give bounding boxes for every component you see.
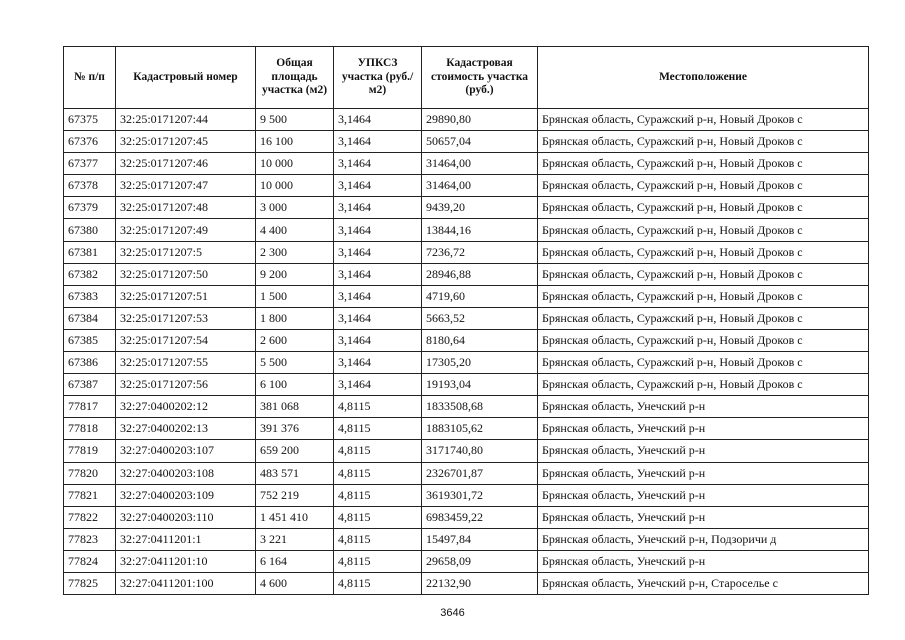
- cell-cadastral-number: 32:27:0411201:100: [116, 572, 256, 594]
- cell-index: 67375: [64, 109, 116, 131]
- cell-cadastral-number: 32:25:0171207:47: [116, 175, 256, 197]
- cell-upksz: 3,1464: [334, 352, 422, 374]
- header-index: № п/п: [64, 47, 116, 109]
- table-row: [64, 131, 869, 153]
- cell-location: Брянская область, Унечский р-н: [538, 440, 869, 462]
- cell-cadastral-value: 7236,72: [422, 241, 538, 263]
- table-row: [64, 352, 869, 374]
- header-cadastral-number: Кадастровый номер: [116, 47, 256, 109]
- cell-upksz: 4,8115: [334, 484, 422, 506]
- cell-cadastral-value: 8180,64: [422, 329, 538, 351]
- cell-cadastral-number: 32:25:0171207:5: [116, 241, 256, 263]
- cell-cadastral-value: 1833508,68: [422, 396, 538, 418]
- cell-upksz: 4,8115: [334, 572, 422, 594]
- cell-index: 77822: [64, 506, 116, 528]
- cell-cadastral-value: 29890,80: [422, 109, 538, 131]
- table-row: [64, 550, 869, 572]
- cell-cadastral-number: 32:25:0171207:51: [116, 285, 256, 307]
- cell-location: Брянская область, Унечский р-н: [538, 484, 869, 506]
- table-row: [64, 572, 869, 594]
- cell-index: 67385: [64, 329, 116, 351]
- cell-area: 3 000: [256, 197, 334, 219]
- cell-upksz: 3,1464: [334, 329, 422, 351]
- cell-location: Брянская область, Унечский р-н: [538, 396, 869, 418]
- cell-upksz: 3,1464: [334, 374, 422, 396]
- cell-area: 381 068: [256, 396, 334, 418]
- table-row: [64, 440, 869, 462]
- cell-location: Брянская область, Суражский р-н, Новый Дроков с: [538, 307, 869, 329]
- cell-area: 3 221: [256, 528, 334, 550]
- cell-upksz: 3,1464: [334, 109, 422, 131]
- cell-cadastral-number: 32:25:0171207:54: [116, 329, 256, 351]
- cell-cadastral-number: 32:25:0171207:46: [116, 153, 256, 175]
- cell-cadastral-value: 29658,09: [422, 550, 538, 572]
- cell-location: Брянская область, Унечский р-н: [538, 418, 869, 440]
- cell-index: 67380: [64, 219, 116, 241]
- cell-location: Брянская область, Суражский р-н, Новый Дроков с: [538, 175, 869, 197]
- cell-upksz: 4,8115: [334, 506, 422, 528]
- cell-index: 77821: [64, 484, 116, 506]
- table-row: [64, 263, 869, 285]
- cell-area: 4 600: [256, 572, 334, 594]
- cell-upksz: 3,1464: [334, 307, 422, 329]
- cell-location: Брянская область, Суражский р-н, Новый Дроков с: [538, 153, 869, 175]
- cell-index: 77818: [64, 418, 116, 440]
- cell-index: 77820: [64, 462, 116, 484]
- cell-upksz: 3,1464: [334, 219, 422, 241]
- cell-area: 752 219: [256, 484, 334, 506]
- header-cadastral-value: Кадастровая стоимость участка (руб.): [422, 47, 538, 109]
- cell-index: 67387: [64, 374, 116, 396]
- cell-cadastral-value: 6983459,22: [422, 506, 538, 528]
- cell-cadastral-number: 32:27:0411201:10: [116, 550, 256, 572]
- table-row: [64, 528, 869, 550]
- cell-cadastral-number: 32:25:0171207:55: [116, 352, 256, 374]
- cell-index: 67383: [64, 285, 116, 307]
- cell-area: 9 500: [256, 109, 334, 131]
- cell-cadastral-number: 32:25:0171207:44: [116, 109, 256, 131]
- cell-area: 483 571: [256, 462, 334, 484]
- cell-cadastral-value: 19193,04: [422, 374, 538, 396]
- cell-area: 6 164: [256, 550, 334, 572]
- cell-area: 6 100: [256, 374, 334, 396]
- cell-location: Брянская область, Суражский р-н, Новый Дроков с: [538, 329, 869, 351]
- cell-cadastral-value: 17305,20: [422, 352, 538, 374]
- cell-index: 67376: [64, 131, 116, 153]
- cell-cadastral-number: 32:25:0171207:50: [116, 263, 256, 285]
- cell-area: 391 376: [256, 418, 334, 440]
- cell-cadastral-number: 32:27:0400203:108: [116, 462, 256, 484]
- cell-area: 9 200: [256, 263, 334, 285]
- cadastral-table: [63, 46, 869, 595]
- cell-area: 5 500: [256, 352, 334, 374]
- header-area: Общая площадь участка (м2): [256, 47, 334, 109]
- table-row: [64, 197, 869, 219]
- cell-upksz: 4,8115: [334, 396, 422, 418]
- cell-cadastral-number: 32:25:0171207:45: [116, 131, 256, 153]
- table-row: [64, 506, 869, 528]
- cell-location: Брянская область, Унечский р-н: [538, 462, 869, 484]
- cell-cadastral-value: 13844,16: [422, 219, 538, 241]
- cell-cadastral-value: 1883105,62: [422, 418, 538, 440]
- cell-cadastral-number: 32:25:0171207:48: [116, 197, 256, 219]
- cell-cadastral-value: 31464,00: [422, 175, 538, 197]
- cell-cadastral-value: 9439,20: [422, 197, 538, 219]
- table-row: [64, 307, 869, 329]
- cell-area: 1 800: [256, 307, 334, 329]
- table-row: [64, 329, 869, 351]
- table-row: [64, 374, 869, 396]
- cell-upksz: 3,1464: [334, 131, 422, 153]
- page-number: 3646: [440, 607, 465, 619]
- cell-location: Брянская область, Суражский р-н, Новый Дроков с: [538, 285, 869, 307]
- table-row: [64, 241, 869, 263]
- cell-upksz: 4,8115: [334, 528, 422, 550]
- cell-location: Брянская область, Унечский р-н, Подзоричи д: [538, 528, 869, 550]
- table-row: [64, 175, 869, 197]
- cell-cadastral-value: 3171740,80: [422, 440, 538, 462]
- cell-area: 4 400: [256, 219, 334, 241]
- cell-cadastral-number: 32:27:0400203:110: [116, 506, 256, 528]
- cell-index: 77823: [64, 528, 116, 550]
- cell-location: Брянская область, Унечский р-н: [538, 506, 869, 528]
- header-row: [64, 47, 869, 109]
- cell-cadastral-value: 4719,60: [422, 285, 538, 307]
- table-body: [64, 109, 869, 595]
- cell-cadastral-value: 28946,88: [422, 263, 538, 285]
- table-header: [64, 47, 869, 109]
- cell-index: 67381: [64, 241, 116, 263]
- table-row: [64, 153, 869, 175]
- cell-location: Брянская область, Суражский р-н, Новый Дроков с: [538, 197, 869, 219]
- cell-upksz: 3,1464: [334, 241, 422, 263]
- cell-upksz: 3,1464: [334, 285, 422, 307]
- table-row: [64, 109, 869, 131]
- cell-index: 67382: [64, 263, 116, 285]
- header-location: Местоположение: [538, 47, 869, 109]
- cell-cadastral-number: 32:27:0400202:13: [116, 418, 256, 440]
- cell-location: Брянская область, Унечский р-н, Староселье с: [538, 572, 869, 594]
- table-row: [64, 285, 869, 307]
- cell-cadastral-number: 32:27:0411201:1: [116, 528, 256, 550]
- cell-index: 77825: [64, 572, 116, 594]
- cell-location: Брянская область, Суражский р-н, Новый Дроков с: [538, 131, 869, 153]
- cell-upksz: 3,1464: [334, 197, 422, 219]
- cell-cadastral-value: 22132,90: [422, 572, 538, 594]
- cell-cadastral-value: 3619301,72: [422, 484, 538, 506]
- cell-index: 77819: [64, 440, 116, 462]
- cell-area: 10 000: [256, 153, 334, 175]
- cell-cadastral-value: 5663,52: [422, 307, 538, 329]
- cell-cadastral-number: 32:27:0400203:109: [116, 484, 256, 506]
- cell-area: 16 100: [256, 131, 334, 153]
- cell-cadastral-number: 32:27:0400203:107: [116, 440, 256, 462]
- cell-upksz: 4,8115: [334, 462, 422, 484]
- cell-index: 77824: [64, 550, 116, 572]
- cell-cadastral-value: 2326701,87: [422, 462, 538, 484]
- cell-index: 67377: [64, 153, 116, 175]
- cell-upksz: 3,1464: [334, 153, 422, 175]
- cell-location: Брянская область, Унечский р-н: [538, 550, 869, 572]
- cell-location: Брянская область, Суражский р-н, Новый Дроков с: [538, 219, 869, 241]
- cell-upksz: 4,8115: [334, 418, 422, 440]
- cell-upksz: 4,8115: [334, 550, 422, 572]
- cell-area: 2 300: [256, 241, 334, 263]
- cell-area: 1 500: [256, 285, 334, 307]
- cell-cadastral-value: 50657,04: [422, 131, 538, 153]
- cell-area: 659 200: [256, 440, 334, 462]
- cell-upksz: 4,8115: [334, 440, 422, 462]
- cell-cadastral-value: 31464,00: [422, 153, 538, 175]
- cell-cadastral-value: 15497,84: [422, 528, 538, 550]
- cell-location: Брянская область, Суражский р-н, Новый Дроков с: [538, 374, 869, 396]
- table-row: [64, 462, 869, 484]
- cell-location: Брянская область, Суражский р-н, Новый Дроков с: [538, 241, 869, 263]
- cell-upksz: 3,1464: [334, 175, 422, 197]
- cell-cadastral-number: 32:25:0171207:56: [116, 374, 256, 396]
- cell-area: 2 600: [256, 329, 334, 351]
- cell-index: 67384: [64, 307, 116, 329]
- cell-index: 67386: [64, 352, 116, 374]
- cell-index: 67379: [64, 197, 116, 219]
- cell-area: 10 000: [256, 175, 334, 197]
- cell-area: 1 451 410: [256, 506, 334, 528]
- cell-index: 67378: [64, 175, 116, 197]
- table-row: [64, 219, 869, 241]
- cell-cadastral-number: 32:25:0171207:53: [116, 307, 256, 329]
- cell-cadastral-number: 32:27:0400202:12: [116, 396, 256, 418]
- table-row: [64, 418, 869, 440]
- table-row: [64, 484, 869, 506]
- table-row: [64, 396, 869, 418]
- cell-location: Брянская область, Суражский р-н, Новый Дроков с: [538, 263, 869, 285]
- cell-location: Брянская область, Суражский р-н, Новый Дроков с: [538, 109, 869, 131]
- header-upksz: УПКСЗ участка (руб./м2): [334, 47, 422, 109]
- cell-cadastral-number: 32:25:0171207:49: [116, 219, 256, 241]
- cell-upksz: 3,1464: [334, 263, 422, 285]
- cell-location: Брянская область, Суражский р-н, Новый Дроков с: [538, 352, 869, 374]
- cell-index: 77817: [64, 396, 116, 418]
